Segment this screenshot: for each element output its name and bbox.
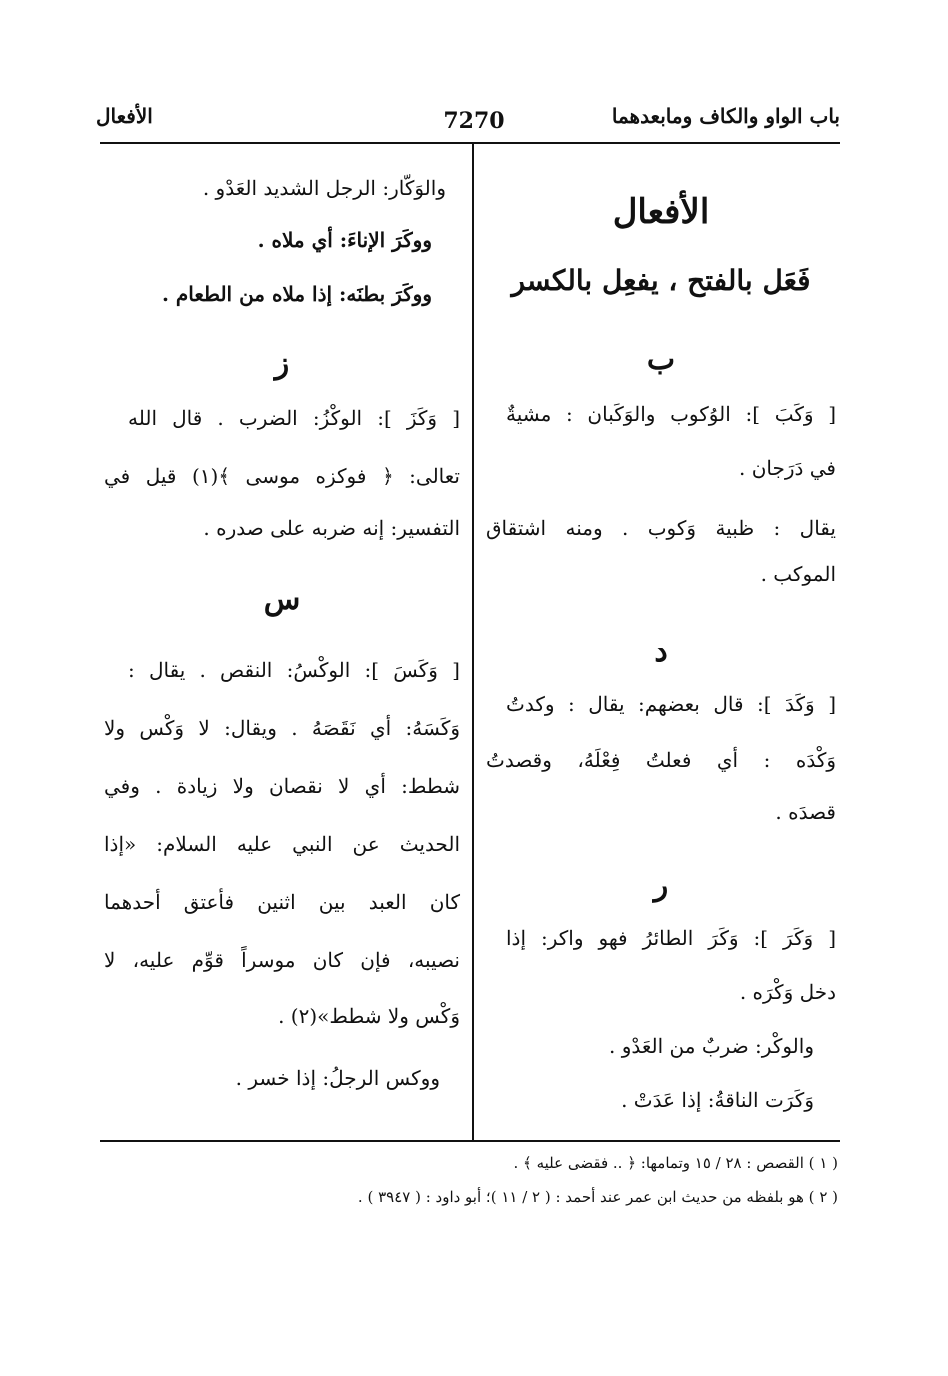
entry-line: ووكَرَ الإناءَ: أي ملاه . [257, 228, 432, 252]
running-header-section: الأفعال [96, 104, 153, 128]
column-divider [472, 144, 474, 1140]
entry-line: [ وَكَرَ ]: وَكَرَ الطائرُ فهو واكر: إذا [506, 926, 836, 950]
footnote-2: ( ٢ ) هو بلفظه من حديث ابن عمر عند أحمد : ( ٢ / ١١ )؛ أبو داود : ( ٣٩٤٧ ) . [357, 1188, 838, 1206]
entry-line: دخل وَكْرَه . [739, 980, 836, 1004]
entry-line: قصدَه . [775, 800, 836, 824]
entry-line: نصيبه، فإن كان موسراً قوِّم عليه، لا [104, 948, 460, 972]
entry-line: والوكْر: ضربٌ من العَدْو . [609, 1034, 814, 1058]
letter-heading: ز [274, 346, 290, 381]
entry-line: والوَكّار: الرجل الشديد العَدْو . [202, 176, 446, 200]
entry-line: وَكْدَه : أي فعلتُ فِعْلَهُ، وقصدتُ [486, 748, 836, 772]
entry-line: ووكَرَ بطنَه: إذا ملاه من الطعام . [162, 282, 432, 306]
entry-line: [ وَكَسَ ]: الوكْسُ: النقص . يقال : [128, 658, 460, 682]
entry-line: [ وَكَبَ ]: الوُكوب والوَكَبان : مشيةٌ [506, 402, 836, 426]
left-column [104, 150, 460, 1130]
letter-heading: ر [653, 868, 669, 903]
entry-line: شطط: أي لا نقصان ولا زيادة . وفي [104, 774, 460, 798]
entry-line: الموكب . [760, 562, 836, 586]
entry-line: وَكْس ولا شطط»(٢) . [278, 1004, 460, 1028]
entry-line: الحديث عن النبي عليه السلام: «إذا [104, 832, 460, 856]
entry-line: في دَرَجان . [738, 456, 836, 480]
chapter-subtitle: فَعَل بالفتح ، يفعِل بالكسر [511, 264, 811, 297]
entry-line: يقال : ظبية وَكوب . ومنه اشتقاق [486, 516, 836, 540]
entry-line: وَكَرَت الناقةُ: إذا عَدَتْ . [621, 1088, 814, 1112]
letter-heading: د [654, 634, 668, 669]
entry-line: [ وَكَدَ ]: قال بعضهم: يقال : وكدتُ [506, 692, 836, 716]
letter-heading: س [263, 582, 301, 617]
entry-line: كان العبد بين اثنين فأعتق أحدهما [104, 890, 460, 914]
entry-line: وَكَسَهُ: أي نَقَصَهُ . ويقال: لا وَكْس ولا [104, 716, 460, 740]
letter-heading: ب [646, 342, 676, 377]
entry-line: [ وَكَزَ ]: الوكْزُ: الضرب . قال الله [128, 406, 460, 430]
entry-line: تعالى: ﴿ فوكزه موسى ﴾(١) قيل في [104, 464, 460, 488]
running-header-chapter: باب الواو والكاف ومابعدهما [611, 104, 840, 128]
right-column [486, 150, 836, 1130]
entry-line: ووكس الرجلُ: إذا خسر . [235, 1066, 440, 1090]
page-number: 7270 [443, 108, 505, 134]
header-rule [100, 142, 840, 144]
chapter-title: الأفعال [612, 192, 710, 232]
footnote-1: ( ١ ) القصص : ٢٨ / ١٥ وتمامها: ﴿ .. فقضى عليه ﴾ . [513, 1154, 838, 1172]
footnote-rule [100, 1140, 840, 1142]
entry-line: التفسير: إنه ضربه على صدره . [203, 516, 460, 540]
